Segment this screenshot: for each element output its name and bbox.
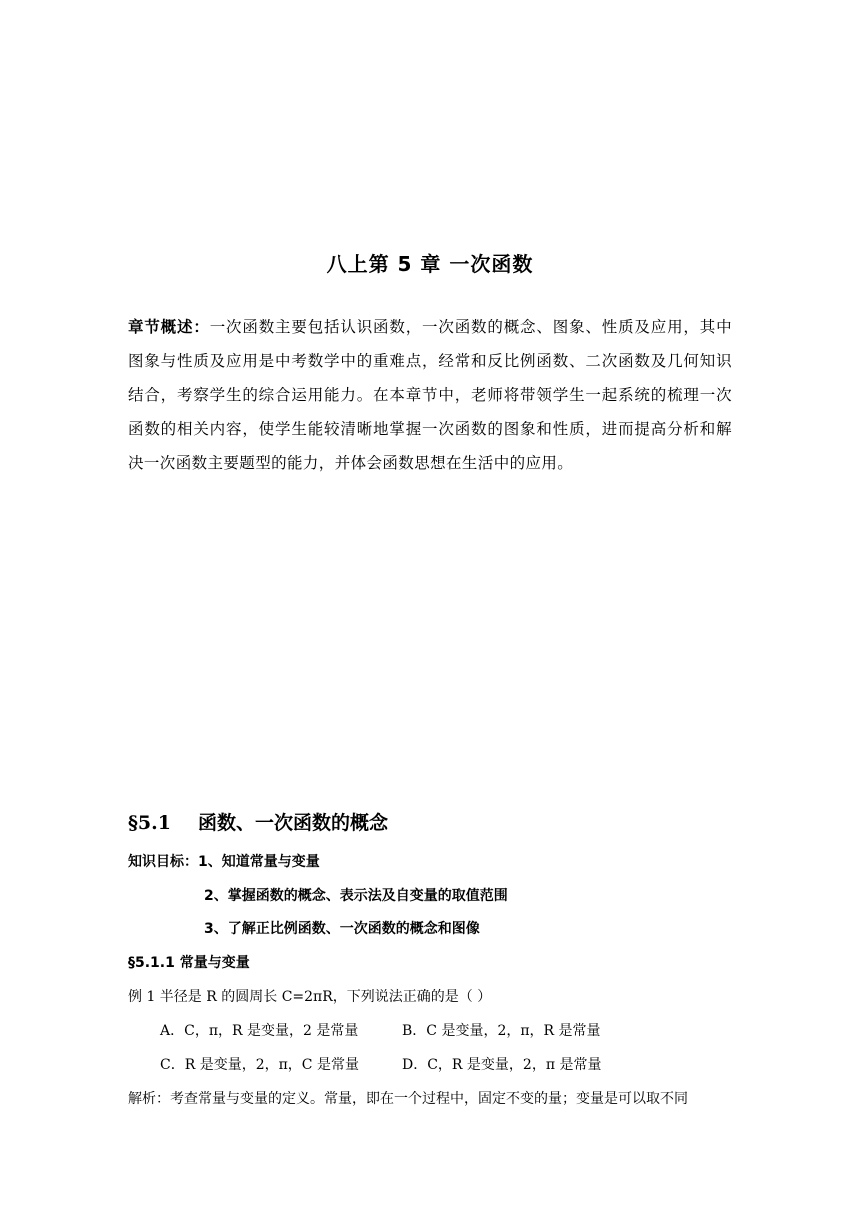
- section-title: 函数、一次函数的概念: [198, 812, 389, 834]
- overview-label: 章节概述：: [128, 318, 210, 336]
- example-analysis: 解析：考查常量与变量的定义。常量，即在一个过程中，固定不变的量；变量是可以取不同: [128, 1091, 688, 1107]
- example-options-row-2: [160, 1054, 602, 1074]
- option-a: A．C，π，R 是变量，2 是常量: [160, 1023, 359, 1039]
- section-heading: [128, 808, 388, 835]
- option-c: C．R 是变量，2，π，C 是常量: [160, 1057, 359, 1073]
- goal-item: 2、掌握函数的概念、表示法及自变量的取值范围: [204, 888, 508, 904]
- goals-label: 知识目标：: [128, 854, 198, 870]
- goal-item: 1、知道常量与变量: [198, 854, 320, 870]
- goal-item: 3、了解正比例函数、一次函数的概念和图像: [204, 921, 480, 937]
- section-number: §5.1: [128, 812, 171, 834]
- option-b: B．C 是变量，2，π，R 是常量: [402, 1023, 601, 1039]
- chapter-overview: [128, 310, 732, 480]
- knowledge-goals-first: [128, 851, 320, 871]
- subsection-title: §5.1.1 常量与变量: [128, 955, 250, 971]
- chapter-title: 八上第 5 章 一次函数: [326, 252, 534, 276]
- option-d: D．C，R 是变量，2，π 是常量: [402, 1057, 602, 1073]
- overview-text: 一次函数主要包括认识函数，一次函数的概念、图象、性质及应用，其中图象与性质及应用是中考数学中的重难点，经常和反比例函数、二次函数及几何知识结合，考察学生的综合运用能力。在本章节中，老师将带领学生一起系统的梳理一次函数的相关内容，使学生能较清晰地掌握一次函数的图象和性质，进而提高分析和解决一次函数主要题型的能力，并体会函数思想在生活中的应用。: [128, 318, 732, 472]
- example-stem: 例 1 半径是 R 的圆周长 C=2πR，下列说法正确的是（ ）: [128, 989, 492, 1005]
- example-options-row-1: [160, 1020, 601, 1040]
